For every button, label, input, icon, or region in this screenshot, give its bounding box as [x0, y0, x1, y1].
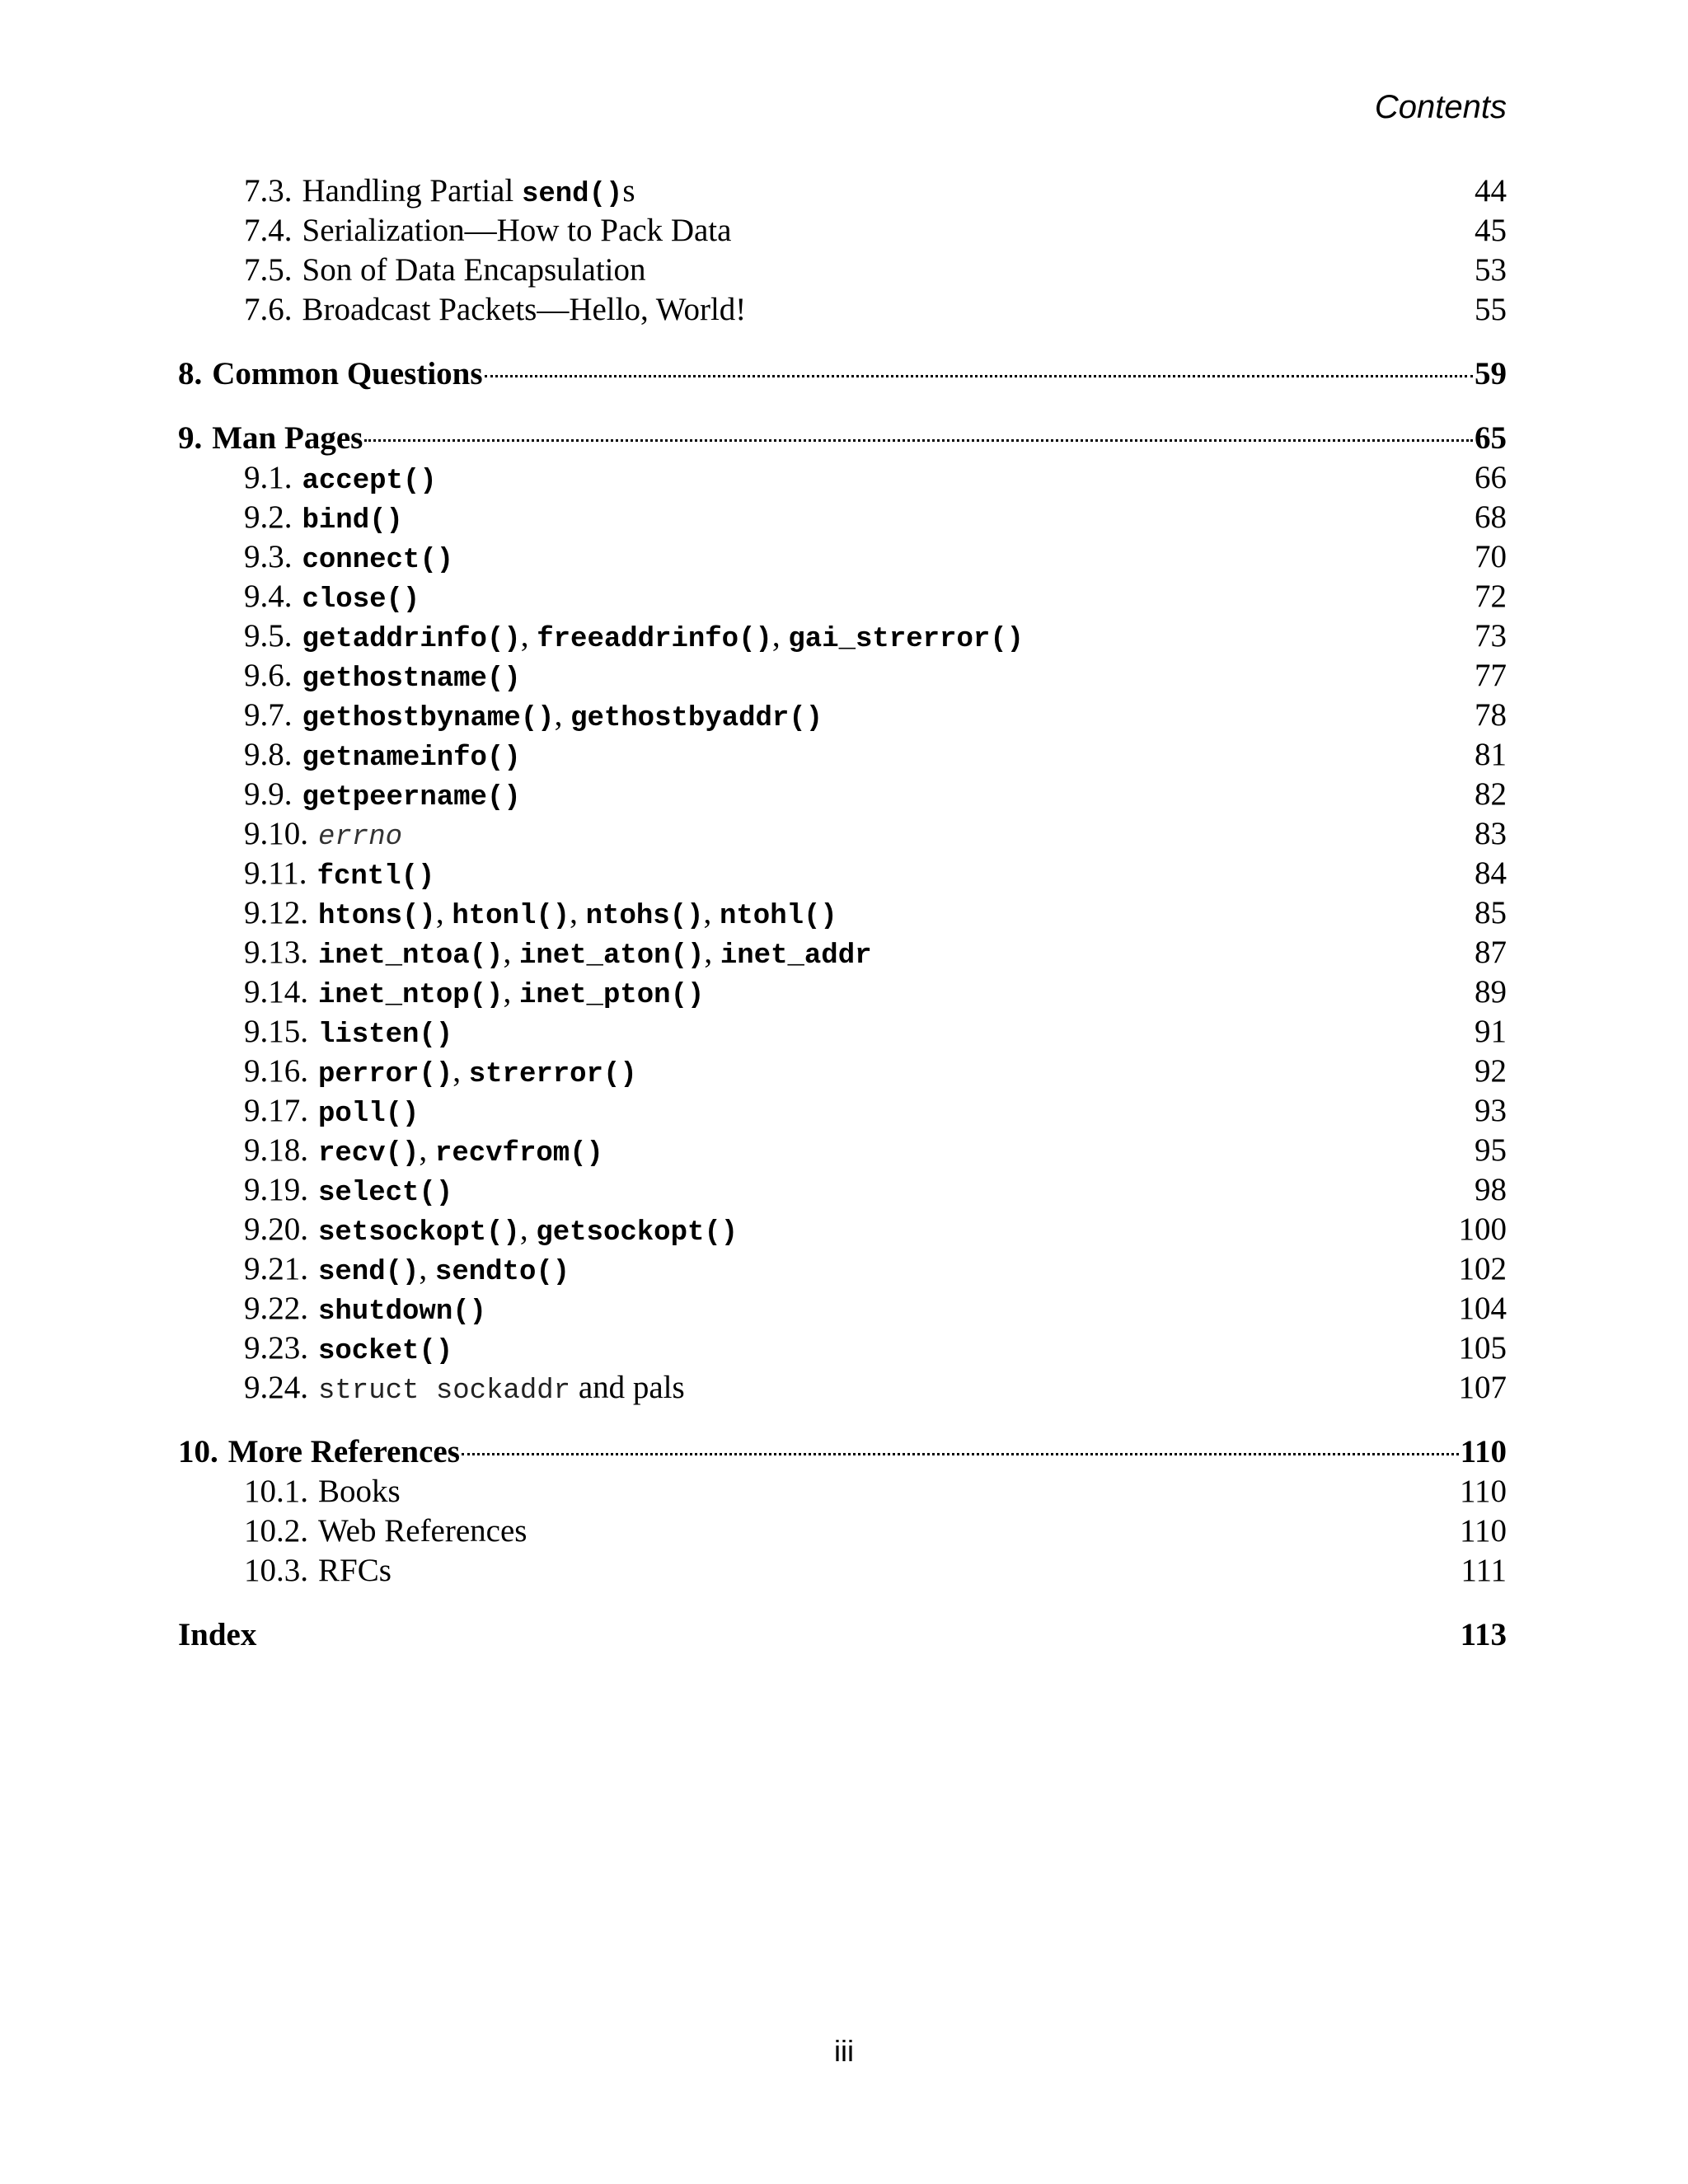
toc-entry-title	[317, 854, 435, 897]
toc-entry-title	[318, 1368, 685, 1411]
toc-page-number: 111	[1461, 1553, 1507, 1588]
toc-page-number: 102	[1458, 1251, 1507, 1286]
title-text: ,	[554, 697, 571, 733]
toc-entry-title	[302, 656, 521, 699]
toc-entry-title	[318, 1131, 603, 1174]
toc-page-number: 84	[1475, 855, 1507, 891]
toc-section-entry[interactable]	[178, 171, 1507, 211]
code-identifier: select()	[318, 1178, 453, 1209]
toc-section-entry[interactable]	[178, 735, 1507, 775]
toc-entry-number: 9.13.	[244, 935, 308, 970]
toc-section-entry[interactable]	[178, 458, 1507, 498]
code-identifier: poll()	[318, 1099, 420, 1130]
toc-page-number: 59	[1475, 356, 1507, 391]
toc-entry-number: 9.	[178, 420, 203, 456]
toc-page-number: 53	[1475, 252, 1507, 288]
toc-page-number: 85	[1475, 895, 1507, 930]
toc-page-number: 73	[1475, 618, 1507, 654]
title-text: ,	[503, 974, 519, 1010]
toc-page-number: 55	[1475, 292, 1507, 327]
toc-entry-number: 7.6.	[244, 292, 293, 327]
toc-entry-number: 9.14.	[244, 974, 308, 1010]
code-identifier: inet_ntoa()	[318, 940, 504, 972]
toc-section-entry[interactable]	[178, 1170, 1507, 1210]
code-identifier: getsockopt()	[536, 1217, 738, 1249]
title-text: Serialization—How to Pack Data	[302, 213, 732, 248]
toc-entry-number: 10.2.	[244, 1513, 308, 1549]
toc-page-number: 104	[1458, 1291, 1507, 1326]
toc-section-entry[interactable]	[178, 696, 1507, 735]
toc-entry-number: 9.5.	[244, 618, 293, 654]
toc-entry-title	[302, 171, 635, 214]
code-identifier: shutdown()	[318, 1296, 487, 1328]
code-identifier: bind()	[302, 505, 403, 537]
code-identifier: socket()	[318, 1336, 453, 1367]
toc-section-entry[interactable]	[178, 290, 1507, 330]
page-number: iii	[834, 2034, 854, 2068]
toc-entry-number: 9.12.	[244, 895, 308, 930]
code-identifier: getaddrinfo()	[302, 624, 521, 655]
toc-entry-number: 9.7.	[244, 697, 293, 733]
toc-entry-number: 8.	[178, 356, 203, 391]
code-identifier: send()	[521, 179, 623, 210]
toc-section-entry[interactable]	[178, 1551, 1507, 1591]
toc-section-entry[interactable]	[178, 1329, 1507, 1368]
toc-section-entry[interactable]	[178, 251, 1507, 290]
code-identifier: errno	[318, 822, 403, 853]
title-text: ,	[771, 618, 789, 654]
toc-entry-title	[212, 419, 363, 458]
toc-page-number: 95	[1475, 1132, 1507, 1168]
toc-entry-number: 9.6.	[244, 658, 293, 693]
toc-section-entry[interactable]	[178, 656, 1507, 696]
toc-entry-number: 9.4.	[244, 579, 293, 614]
title-text: Man Pages	[212, 420, 363, 456]
toc-section-entry[interactable]	[178, 1012, 1507, 1052]
toc-page-number: 72	[1475, 579, 1507, 614]
toc-section-entry[interactable]	[178, 1289, 1507, 1329]
toc-section-entry[interactable]	[178, 1052, 1507, 1091]
toc-entry-title	[228, 1432, 460, 1472]
toc-section-entry[interactable]	[178, 1131, 1507, 1170]
toc-entry-number: 9.19.	[244, 1172, 308, 1207]
code-identifier: sendto()	[434, 1257, 570, 1288]
toc-entry-number: 9.9.	[244, 776, 293, 812]
toc-entry-number: 10.1.	[244, 1474, 308, 1509]
toc-section-entry[interactable]	[178, 893, 1507, 933]
toc-page-number: 113	[1460, 1617, 1507, 1652]
toc-entry-title	[318, 972, 704, 1015]
running-header: Contents	[1374, 89, 1507, 125]
dot-leader	[462, 1453, 1459, 1455]
toc-entry-number: 9.2.	[244, 499, 293, 535]
table-of-contents	[178, 171, 1507, 1655]
toc-entry-number: 9.17.	[244, 1093, 308, 1128]
code-identifier: recvfrom()	[434, 1138, 603, 1169]
toc-entry-title	[302, 616, 1025, 659]
toc-chapter-entry[interactable]	[178, 1432, 1507, 1472]
title-text: Books	[318, 1474, 401, 1509]
toc-entry-number: 9.18.	[244, 1132, 308, 1168]
code-identifier: inet_addr	[720, 940, 872, 972]
code-identifier: close()	[302, 584, 420, 616]
toc-entry-number: 7.5.	[244, 252, 293, 288]
dot-leader	[364, 439, 1473, 442]
toc-entry-title	[318, 1472, 401, 1511]
title-text: Common Questions	[212, 356, 483, 391]
toc-section-entry[interactable]	[178, 1249, 1507, 1289]
title-text: ,	[419, 1251, 435, 1286]
toc-page-number: 91	[1475, 1014, 1507, 1049]
code-identifier: accept()	[302, 466, 437, 497]
toc-entry-title	[318, 1091, 419, 1134]
toc-entry-number: 9.8.	[244, 737, 293, 772]
toc-entry-title	[302, 775, 521, 818]
toc-chapter-entry[interactable]	[178, 354, 1507, 394]
toc-page-number: 87	[1475, 935, 1507, 970]
toc-section-entry[interactable]	[178, 577, 1507, 616]
toc-entry-number: 10.3.	[244, 1553, 308, 1588]
code-identifier: inet_ntop()	[318, 980, 504, 1011]
toc-entry-title	[318, 893, 837, 936]
toc-page-number: 107	[1458, 1370, 1507, 1405]
code-identifier: recv()	[318, 1138, 420, 1169]
code-identifier: ntohs()	[585, 901, 704, 932]
toc-page-number: 100	[1458, 1212, 1507, 1247]
title-text: ,	[570, 895, 586, 930]
code-identifier: getpeername()	[302, 782, 521, 813]
code-identifier: gai_strerror()	[788, 624, 1025, 655]
toc-page-number: 66	[1475, 460, 1507, 495]
toc-entry-number: 9.16.	[244, 1053, 308, 1089]
toc-section-entry[interactable]	[178, 933, 1507, 972]
toc-entry-number: 9.3.	[244, 539, 293, 574]
toc-section-entry[interactable]	[178, 1511, 1507, 1551]
code-identifier: getnameinfo()	[302, 743, 521, 774]
toc-entry-title	[318, 1249, 570, 1292]
toc-entry-title	[302, 537, 454, 580]
code-identifier: htons()	[318, 901, 436, 932]
toc-page-number: 110	[1459, 1513, 1507, 1549]
toc-section-entry[interactable]	[178, 972, 1507, 1012]
code-identifier: htonl()	[452, 901, 570, 932]
title-text: RFCs	[318, 1553, 392, 1588]
toc-page-number: 93	[1475, 1093, 1507, 1128]
title-text: ,	[419, 1132, 435, 1168]
toc-entry-title	[212, 354, 482, 394]
toc-section-entry[interactable]	[178, 1472, 1507, 1511]
toc-section-entry[interactable]	[178, 616, 1507, 656]
code-identifier: gethostname()	[302, 663, 521, 695]
toc-entry-number: 9.24.	[244, 1370, 308, 1405]
title-text: ,	[703, 895, 720, 930]
toc-page-number: 44	[1475, 173, 1507, 209]
title-text: Broadcast Packets—Hello, World!	[302, 292, 747, 327]
toc-page-number: 82	[1475, 776, 1507, 812]
toc-entry-title	[302, 290, 747, 330]
title-text: Web References	[318, 1513, 528, 1549]
title-text: ,	[452, 1053, 469, 1089]
code-identifier: perror()	[318, 1059, 453, 1090]
toc-entry-number: 9.10.	[244, 816, 308, 851]
toc-entry-title	[302, 498, 403, 541]
toc-section-entry[interactable]	[178, 1368, 1507, 1408]
toc-entry-title	[318, 933, 872, 976]
code-identifier: send()	[318, 1257, 420, 1288]
toc-page-number: 92	[1475, 1053, 1507, 1089]
toc-entry-number: 9.11.	[244, 855, 307, 891]
code-identifier: fcntl()	[316, 861, 435, 893]
toc-page-number: 68	[1475, 499, 1507, 535]
code-identifier: setsockopt()	[318, 1217, 520, 1249]
toc-section-entry[interactable]	[178, 814, 1507, 854]
code-identifier: ntohl()	[719, 901, 837, 932]
toc-page-number: 45	[1475, 213, 1507, 248]
toc-page-number: 83	[1475, 816, 1507, 851]
toc-entry-number: 9.21.	[244, 1251, 308, 1286]
title-text: and pals	[570, 1370, 685, 1405]
toc-section-entry[interactable]	[178, 775, 1507, 814]
toc-entry-title	[318, 1551, 392, 1591]
toc-section-entry[interactable]	[178, 1091, 1507, 1131]
code-identifier: inet_aton()	[518, 940, 705, 972]
toc-entry-number: 7.3.	[244, 173, 293, 209]
code-identifier: freeaddrinfo()	[537, 624, 772, 655]
toc-entry-title	[318, 1511, 527, 1551]
toc-entry-title	[178, 1615, 256, 1655]
code-identifier: inet_pton()	[518, 980, 705, 1011]
toc-page-number: 78	[1475, 697, 1507, 733]
toc-page-number: 110	[1459, 1474, 1507, 1509]
title-text: ,	[519, 1212, 537, 1247]
toc-page-number: 89	[1475, 974, 1507, 1010]
toc-entry-number: 10.	[178, 1434, 218, 1469]
toc-section-entry[interactable]	[178, 1210, 1507, 1249]
toc-page-number: 98	[1475, 1172, 1507, 1207]
toc-section-entry[interactable]	[178, 211, 1507, 251]
toc-page-number: 70	[1475, 539, 1507, 574]
toc-entry-title	[318, 1012, 452, 1055]
toc-chapter-entry[interactable]	[178, 419, 1507, 458]
toc-page-number: 105	[1458, 1330, 1507, 1366]
toc-entry-number: 9.15.	[244, 1014, 308, 1049]
toc-entry-title	[302, 696, 823, 738]
toc-page-number: 81	[1475, 737, 1507, 772]
toc-entry-title	[318, 1210, 738, 1253]
toc-entry-number: 9.23.	[244, 1330, 308, 1366]
toc-entry-number: 7.4.	[244, 213, 293, 248]
code-identifier: listen()	[318, 1019, 453, 1051]
title-text: Handling Partial	[302, 173, 522, 209]
toc-page-number: 77	[1475, 658, 1507, 693]
toc-entry-title	[318, 1052, 637, 1094]
toc-section-entry[interactable]	[178, 498, 1507, 537]
code-identifier: strerror()	[468, 1059, 637, 1090]
toc-page-number: 110	[1460, 1434, 1507, 1469]
toc-entry-title	[302, 577, 420, 620]
toc-entry-title	[318, 814, 402, 857]
toc-page-number: 65	[1475, 420, 1507, 456]
toc-entry-title	[302, 458, 437, 501]
toc-section-entry[interactable]	[178, 854, 1507, 893]
title-text: Index	[178, 1617, 257, 1652]
toc-entry-title	[318, 1329, 452, 1371]
toc-chapter-entry[interactable]	[178, 1615, 1507, 1655]
title-text: ,	[704, 935, 720, 970]
title-text: ,	[503, 935, 519, 970]
code-identifier: gethostbyaddr()	[570, 703, 823, 734]
title-text: ,	[435, 895, 452, 930]
toc-entry-number: 9.1.	[244, 460, 293, 495]
toc-entry-number: 9.22.	[244, 1291, 308, 1326]
code-identifier: connect()	[302, 545, 454, 576]
toc-section-entry[interactable]	[178, 537, 1507, 577]
dot-leader	[485, 375, 1473, 377]
toc-entry-number: 9.20.	[244, 1212, 308, 1247]
title-text: More References	[227, 1434, 460, 1469]
title-text: Son of Data Encapsulation	[302, 252, 646, 288]
title-text: s	[622, 173, 635, 209]
toc-entry-title	[302, 251, 646, 290]
title-text: ,	[520, 618, 537, 654]
toc-entry-title	[302, 211, 732, 251]
code-identifier: struct sockaddr	[318, 1376, 571, 1407]
toc-entry-title	[302, 735, 521, 778]
code-identifier: gethostbyname()	[302, 703, 555, 734]
toc-entry-title	[318, 1289, 486, 1332]
toc-entry-title	[318, 1170, 452, 1213]
